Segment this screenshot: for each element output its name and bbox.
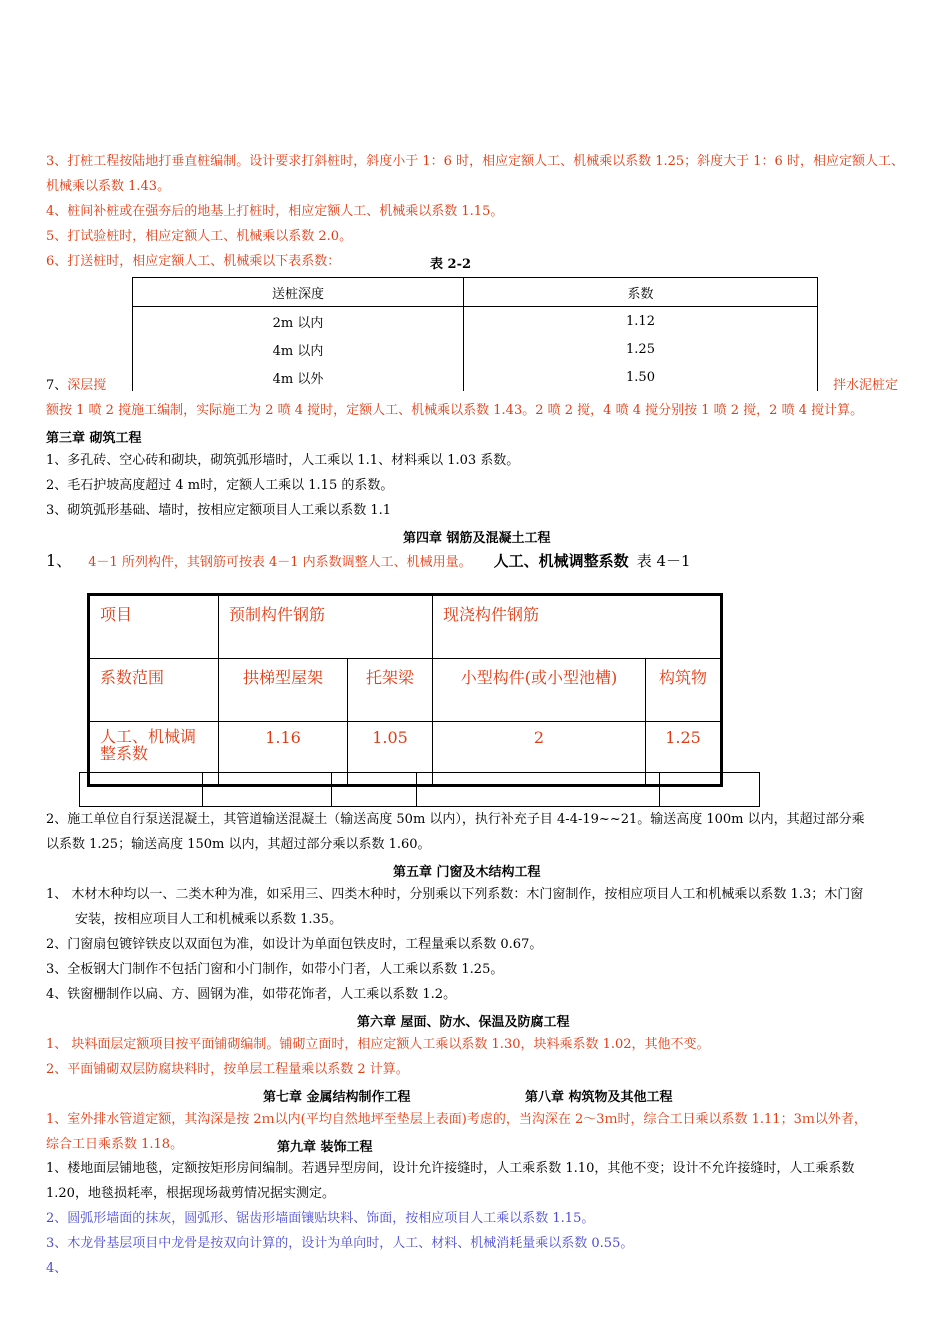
text-line: 以系数 1.25；输送高度 150m 以内，其超过部分乘以系数 1.60。 xyxy=(46,837,431,852)
table-cell: 预制构件钢筋 xyxy=(219,595,433,659)
empty-cell xyxy=(417,773,660,807)
text-fragment: 7、深层搅 xyxy=(46,378,107,393)
text-line: 2、圆弧形墙面的抹灰，圆弧形、锯齿形墙面镶贴块料、饰面，按相应项目人工乘以系数 1.15。 xyxy=(46,1211,595,1226)
text-line: 4、桩间补桩或在强夯后的地基上打桩时，相应定额人工、机械乘以系数 1.15。 xyxy=(46,204,504,219)
chapter-heading: 第四章 钢筋及混凝土工程 xyxy=(403,531,551,546)
list-number: 1、 xyxy=(46,551,73,570)
text-line: 机械乘以系数 1.43。 xyxy=(46,179,171,194)
table-cell: 托架梁 xyxy=(348,659,433,722)
empty-table-row xyxy=(79,772,760,807)
text-line: 2、平面铺砌双层防腐块料时，按单层工程量乘以系数 2 计算。 xyxy=(46,1062,409,1077)
table-cell: 1.16 xyxy=(219,722,348,786)
text-line: 3、砌筑弧形基础、墙时，按相应定额项目人工乘以系数 1.1 xyxy=(46,503,392,518)
text-line: 1、室外排水管道定额，其沟深是按 2ｍ以内(平均自然地坪至垫层上表面)考虑的，当沟深在 2～3ｍ时，综合工日乘以系数 1.11；3ｍ以外者， xyxy=(46,1112,867,1127)
chapter-heading: 第七章 金属结构制作工程 xyxy=(263,1090,411,1105)
table-header-cell: 系数 xyxy=(464,278,818,307)
table-number: 表 4－1 xyxy=(636,552,691,570)
table-cell: 现浇构件钢筋 xyxy=(433,595,722,659)
empty-cell xyxy=(203,773,332,807)
table-header-cell: 送桩深度 xyxy=(133,278,464,307)
table-2-2 xyxy=(132,277,818,391)
text-line: 1、 块料面层定额项目按平面铺砌编制。铺砌立面时，相应定额人工乘以系数 1.30，块料乘系数 1.02，其他不变。 xyxy=(46,1037,710,1052)
table-cell: 4m 以内 xyxy=(133,335,464,363)
text-line: 1、多孔砖、空心砖和砌块，砌筑弧形墙时，人工乘以 1.1、材料乘以 1.03 系数。 xyxy=(46,453,520,468)
text-line: 2、门窗扇包镀锌铁皮以双面包为准，如设计为单面包铁皮时，工程量乘以系数 0.67。 xyxy=(46,937,543,952)
text-line: 1.20，地毯损耗率，根据现场裁剪情况据实测定。 xyxy=(46,1186,335,1201)
table-cell: 项目 xyxy=(89,595,219,659)
empty-cell xyxy=(660,773,760,807)
text-line: 6、打送桩时，相应定额人工、机械乘以下表系数： xyxy=(46,254,341,269)
text-line: 综合工日乘系数 1.18。 xyxy=(46,1137,184,1152)
table-title: 人工、机械调整系数 xyxy=(493,552,629,570)
text-line: 2、毛石护坡高度超过 4 m时，定额人工乘以 1.15 的系数。 xyxy=(46,478,394,493)
table-cell: 小型构件(或小型池槽) xyxy=(433,659,646,722)
table-cell: 1.25 xyxy=(464,335,818,363)
table-cell: 1.50 xyxy=(464,363,818,391)
text-line xyxy=(46,377,67,395)
chapter-heading: 第三章 砌筑工程 xyxy=(46,431,142,446)
text-line: 5、打试验桩时，相应定额人工、机械乘以系数 2.0。 xyxy=(46,229,353,244)
text-fragment: 4－1 所列构件，其钢筋可按表 4－1 内系数调整人工、机械用量。 xyxy=(88,555,472,570)
text-line: 4、 xyxy=(46,1261,68,1276)
table-cell: 2 xyxy=(433,722,646,786)
table-4-1 xyxy=(87,593,723,787)
chapter-heading: 第九章 装饰工程 xyxy=(277,1140,373,1155)
table-cell: 4m 以外 xyxy=(133,363,464,391)
table-cell: 1.05 xyxy=(348,722,433,786)
text-line: 4、铁窗栅制作以扁、方、圆钢为准，如带花饰者，人工乘以系数 1.2。 xyxy=(46,987,457,1002)
text-line: 3、打桩工程按陆地打垂直桩编制。设计要求打斜桩时，斜度小于 1：6 时，相应定额人工、机械乘以系数 1.25；斜度大于 1：6 时，相应定额人工、 xyxy=(46,154,904,169)
chapter-heading: 第五章 门窗及木结构工程 xyxy=(393,865,541,880)
empty-cell xyxy=(332,773,417,807)
text-line: 1、 木材木种均以一、二类木种为准，如采用三、四类木种时，分别乘以下列系数：木门窗制作，按相应项目人工和机械乘以系数 1.3；木门窗 xyxy=(46,887,864,902)
text-line xyxy=(46,551,691,573)
text-line: 额按 1 喷 2 搅施工编制，实际施工为 2 喷 4 搅时，定额人工、机械乘以系数 1.43。2 喷 2 搅，4 喷 4 搅分别按 1 喷 2 搅，2 喷 4 搅计算。 xyxy=(46,403,864,418)
table-cell: 拱梯型屋架 xyxy=(219,659,348,722)
table-caption: 表 2-2 xyxy=(430,257,472,272)
chapter-heading: 第八章 构筑物及其他工程 xyxy=(525,1090,673,1105)
text-line: 安装，按相应项目人工和机械乘以系数 1.35。 xyxy=(75,912,343,927)
table-cell: 1.25 xyxy=(646,722,722,786)
table-cell: 构筑物 xyxy=(646,659,722,722)
text-line: 1、楼地面层铺地毯，定额按矩形房间编制。若遇异型房间，设计允许接缝时，人工乘系数 1.10，其他不变；设计不允许接缝时，人工乘系数 xyxy=(46,1161,855,1176)
text-line: 拌水泥桩定 xyxy=(833,378,899,393)
table-cell: 系数范围 xyxy=(89,659,219,722)
table-cell: 2m 以内 xyxy=(133,307,464,336)
table-cell: 人工、机械调整系数 xyxy=(89,722,219,786)
table-cell: 1.12 xyxy=(464,307,818,336)
empty-cell xyxy=(80,773,203,807)
text-line: 2、施工单位自行泵送混凝土，其管道输送混凝土（输送高度 50m 以内），执行补充子目 4-4-19~~21。输送高度 100m 以内，其超过部分乘 xyxy=(46,812,865,827)
text-line: 3、全板钢大门制作不包括门窗和小门制作，如带小门者，人工乘以系数 1.25。 xyxy=(46,962,504,977)
text-line: 3、木龙骨基层项目中龙骨是按双向计算的，设计为单向时，人工、材料、机械消耗量乘以系数 0.55。 xyxy=(46,1236,634,1251)
chapter-heading: 第六章 屋面、防水、保温及防腐工程 xyxy=(357,1015,570,1030)
